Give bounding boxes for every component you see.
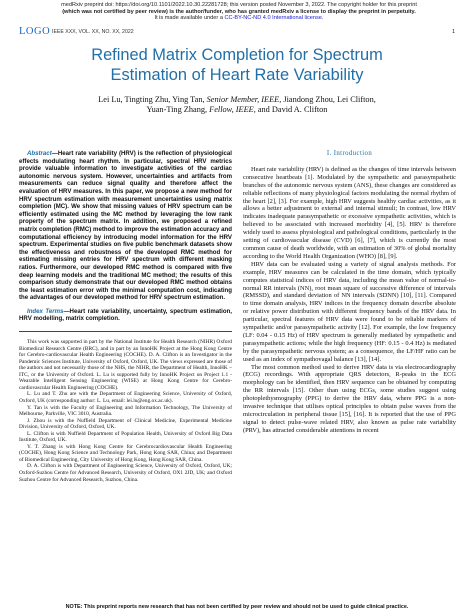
footnote-affiliation: L. Clifton is with Nuffield Department of Population Health, University of Oxford Big Data Institute, Oxford, UK. [19,430,232,444]
license-link[interactable]: CC-BY-NC-ND 4.0 International license [224,15,322,22]
body-paragraph: HRV data can be evaluated using a variety of signal analysis methods. For example, HRV measures can be calculated in the time domain, which typically computes statistical indices of HRV data, including the mean value of normal-to-normal RR intervals (NN), root mean square of successive difference of intervals (RMSSD), and standard deviation of NN intervals (SDNN) [10], [11]. Compared to time domain analysis, HRV indices in the frequency domain describe absolute or relative power distribution with different frequency bands of the HRV data. In particular, spectral features of HRV data were found to be reliable markers of sympathetic and/or parasympathetic activity [12]. For example, the low frequency (LF: 0.04 - 0.15 Hz) of HRV spectrum is generally mediated by sympathetic and parasympathetic actions; while the high frequency (HF: 0.15 - 0.4 Hz) is mediated by the parasympathetic nervous system; as a consequence, the LF/HF ratio can be used as an index of sympathovagal balance [13], [14]. [243,260,456,363]
preprint-line-3 [6,15,472,22]
journal-header [19,27,455,39]
authors-1c: , Jiandong Zhou, Lei Clifton, [279,95,376,104]
footnote-affiliation: D. A. Clifton is with Department of Engineering Science, University of Oxford, Oxford, UK; Oxford-Suzhou Centre for Advanced Research, University of Oxford, OX1 2JD, UK; and Oxford Suzhou Centre for Advanced Research, Suzhou, China. [19,463,232,483]
authors-line-2 [19,105,455,115]
authors-2c: , and David A. Clifton [253,105,328,115]
index-terms-text: Heart rate variability, uncertainty, spectrum estimation, HRV modelling, matrix completion. [19,307,232,323]
authors-line-1 [19,95,455,105]
page-number: 1 [452,29,455,35]
authors-2b: Fellow, IEEE [209,105,254,115]
preprint-footer-note: NOTE: This preprint reports new research that has not been certified by peer review and should not be used to guide clinical practice. [65,604,409,610]
footnote-funding: This work was supported in part by the National Institute for Health Research (NIHR) Oxford Biomedical Research Centre (BRC), and in part by an InnoHK Project at the Hong Kong Centre for Cerebro-cardiovascular Health Engineering (COCHE). D. A. Clifton is an Investigator in the Pandemic Sciences Institute, University of Oxford, Oxford, UK. The views expressed are those of the authors and not necessarily those of the NHS, the NIHR, the Department of Health, InnoHK – ITC, or the University of Oxford. L. Lu is supported fully by InnoHK Project on Project 1.1 - Wearable Intelligent Sensing Engineering (WISE) at Hong Kong Centre for Cerebro-cardiovascular Health Engineering (COCHE). [19,339,232,391]
footnote-affiliation: Y. T. Zhang is with Hong Kong Centre for Cerebrocardiovascular Health Engineering (COCHE), Hong Kong Science and Technology Park, Hong Kong SAR, China; and Department of Biomedical Engineering, City University of Hong Kong, Hong Kong SAR, China. [19,443,232,463]
footnote-affiliation: Y. Tan is with the Faculty of Engineering and Information Technology, The University of Melbourne, Parkville, VIC 3010, Australia. [19,404,232,418]
title-line-1: Refined Matrix Completion for Spectrum [91,46,383,64]
index-terms [19,308,232,323]
body-paragraph: Heart rate variability (HRV) is defined as the changes of time intervals between consecutive heartbeats [1]. Modulated by the sympathetic and parasympathetic branches of the autonomic nervous system (ANS), these changes are considered as reliable reflections of many physiological factors modulating the normal rhythm of the heart [2], [3]. For example, high HRV suggests healthy cardiac activities, as it allows a better adjustment to external and internal stimuli; In contrast, low HRV indicates inadequate parasympathetic or excessive sympathetic activities, which is believed to be associated with increased morbidity [4], [5]. HRV is therefore widely used to assess physiological and pathological conditions, particularly in the setting of cardiovascular disease (CVD) [6], [7], which is currently the most common cause of death worldwide, with an estimation of 30% of global mortality according to the World Health Organization (WHO) [8], [9]. [243,165,456,260]
footnotes [19,339,232,483]
author-list [19,95,455,116]
footnote-affiliation: L. Lu and T. Zhu are with the Department of Engineering Science, University of Oxford, Oxford, UK (corresponding author: L. Lu, email: lei.lu@eng.ox.ac.uk). [19,391,232,404]
body-paragraph: The most common method used to derive HRV data is via electrocardiography (ECG) recordings. With appropriate QRS detectors, R-peaks in the ECG morphology can be identified, then HRV sequence can be obtained by computing the RR intervals [15]. Other than using ECGs, some studies suggest using photoplethysmography (PPG) to derive the HRV data, where PPG is a non-invasive technique that utilises optical principles to obtain pulse waves from the microcirculation in peripheral tissue [15], [16]. It is reported that the use of PPG signal to detect pulse-wave related HRV, also known as pulse rate variability (PRV), has attracted considerable attentions in recent [243,363,456,434]
title-line-2: Estimation of Heart Rate Variability [110,65,364,84]
preprint-line-2: (which was not certified by peer review) is the author/funder, who has granted medRxiv a license to display the preprint in perpetuity. [62,8,416,15]
authors-1b: Senior Member, IEEE [206,95,280,104]
journal-logo: LOGO [19,26,51,37]
preprint-line-1: medRxiv preprint doi: https://doi.org/10.1101/2022.10.30.22281728; this version posted November 3, 2022. The copyright holder for this preprint [61,2,417,8]
index-terms-label: Index Terms [27,307,64,315]
abstract-label: Abstract [27,150,52,157]
footnote-divider [19,331,232,332]
authors-2a: Yuan-Ting Zhang, [146,105,210,115]
paper-title [19,46,455,85]
index-terms-dash: — [63,307,70,315]
journal-info: IEEE XXX, VOL. XX, NO. XX, 2022 [52,29,134,35]
preprint-line-3-suffix: . [321,15,324,22]
section-heading: I. Introduction [326,150,373,157]
footnote-affiliation: J. Zhou is with the Nuffield Department of Clinical Medicine, Experimental Medicine Division, University of Oxford, Oxford, UK. [19,417,232,431]
abstract-text: Heart rate variability (HRV) is the reflection of physiological effects modulating heart rhythm. In particular, spectral HRV metrics provide valuable information to investigate activities of the cardiac autonomic nervous system. However, uncertainties and artifacts from measurements can reduce signal quality and therefore affect the evaluation of HRV measures. In this paper, we propose a new method for HRV spectrum estimation with measurement uncertainties using matrix completion (MC). We show that missing values of HRV spectrum can be efficiently estimated using the MC method by leveraging the low rank property of the spectrum matrix. In addition, we proposed a refined matrix completion (RMC) method to improve the estimation accuracy and computational efficiency by introducing model information for the HRV spectrum. Experimental studies on five public benchmark datasets show the effectiveness and robustness of the developed RMC method for estimating missing entries for HRV spectrum with different masking ratios. Furthermore, our developed RMC method is compared with five deep learning models and the traditional MC method; the results of this comparison study demonstrate that our developed RMC method obtains the least estimation error with the minimal computation cost, indicating the advantages of our developed method for HRV spectrum estimation. [19,150,232,302]
preprint-line-3-prefix: It is made available under a [154,15,225,22]
authors-1a: Lei Lu, Tingting Zhu, Ying Tan, [98,95,207,104]
right-column [243,150,456,435]
abstract-dash: — [51,150,58,157]
abstract [19,150,232,302]
preprint-notice [6,2,472,22]
left-column [19,150,232,483]
